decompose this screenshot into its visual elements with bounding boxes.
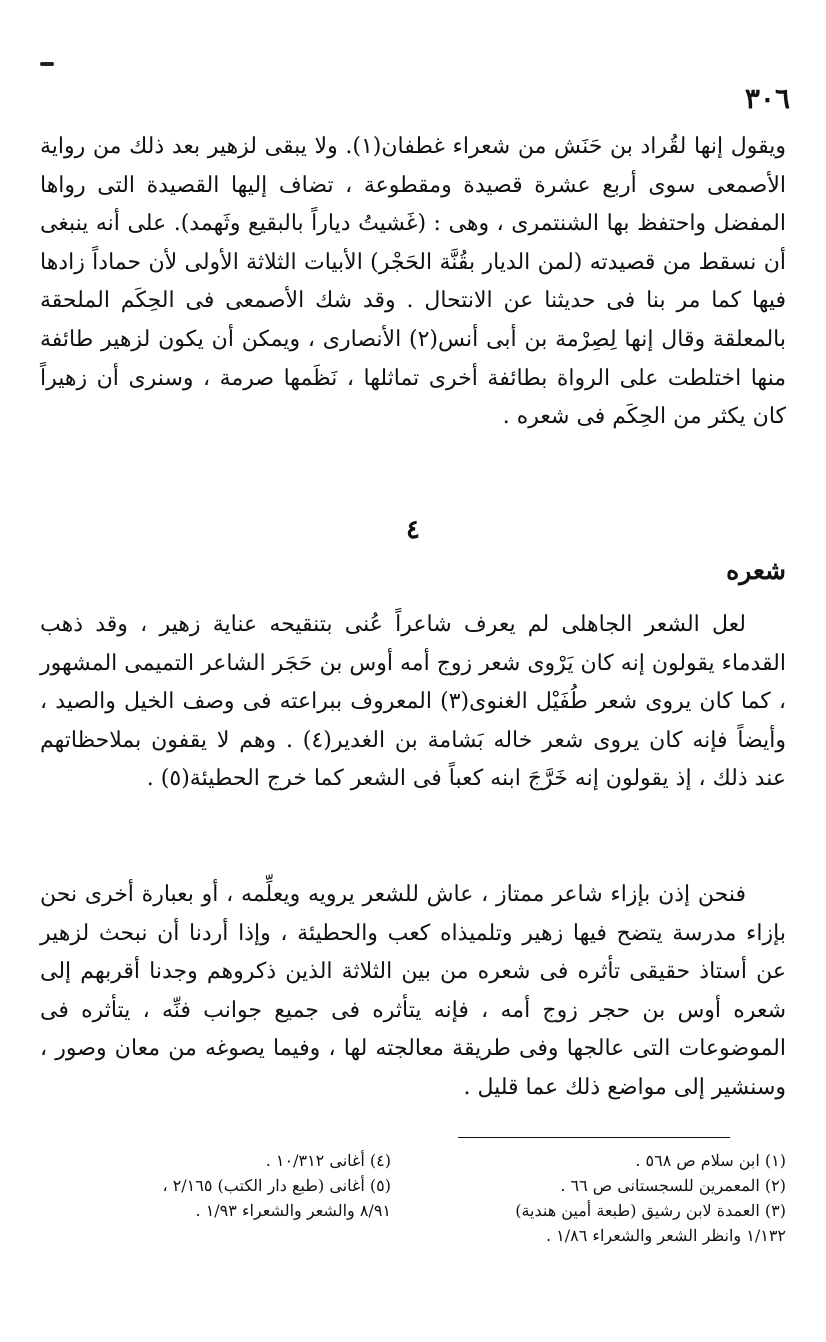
footnote-2: (٢) المعمرين للسجستانى ص ٦٦ .: [560, 1176, 786, 1195]
scan-speck: [40, 62, 54, 66]
footnote-3: (٣) العمدة لابن رشيق (طبعة أمين هندية): [515, 1201, 786, 1220]
footnotes-left-column: [31, 1148, 391, 1223]
footnote-1: (١) ابن سلام ص ٥٦٨ .: [635, 1151, 786, 1170]
section-heading: شعره: [726, 556, 786, 585]
footnote-3-continued: ١/١٣٢ وانظر الشعر والشعراء ١/٨٦ .: [545, 1226, 786, 1245]
paragraph-teacher: فنحن إذن بإزاء شاعر ممتاز ، عاش للشعر يرويه ويعلِّمه ، أو بعبارة أخرى نحن بإزاء مدرسة يتضح فيها زهير وتلميذاه كعب والحطيئة ، وإذا أردنا أن نبحث لزهير عن أستاذ حقيقى تأثره فى شعره من بين الثلاثة الذين ذكروهم وجدنا أقربهم إلى شعره أوس بن حجر زوج أمه ، فإنه يتأثره فى جميع جوانب فنِّه ، يتأثره فى الموضوعات التى عالجها وفى طريقة معالجته لها ، وفيما يصوغه من معان وصور ، وسنشير إلى مواضع ذلك عما قليل .: [40, 882, 786, 1100]
footnote-4: (٤) أغانى ١٠/٣١٢ .: [265, 1151, 391, 1170]
footnote-divider: [458, 1137, 730, 1138]
page-number: ٣٠٦: [744, 82, 790, 115]
footnote-5: (٥) أغانى (طبع دار الكتب) ٢/١٦٥ ،: [162, 1176, 391, 1195]
footnote-5-continued: ٨/٩١ والشعر والشعراء ١/٩٣ .: [195, 1201, 391, 1220]
paragraph-intro: ويقول إنها لقُراد بن حَنَش من شعراء غطفان(١). ولا يبقى لزهير بعد ذلك من رواية الأصمعى سوى أربع عشرة قصيدة ومقطوعة ، تضاف إليها القصيدة التى رواها المفضل واحتفظ بها الشنتمرى ، وهى : (غَشيتُ دياراً بالبقيع وثَهمد). على أنه ينبغى أن نسقط من قصيدته (لمن الديار بقُنَّة الحَجْر) الأبيات الثلاثة الأولى لأن حماداً زادها فيها كما مر بنا فى حديثنا عن الانتحال . وقد شك الأصمعى فى الحِكَم الملحقة بالمعلقة وقال إنها لِصِرْمة بن أبى أنس(٢) الأنصارى ، ويمكن أن يكون لزهير طائفة منها اختلطت على الرواة بطائفة أخرى تماثلها ، نَظَمها صرمة ، وسنرى أن زهيراً كان يكثر من الحِكَم فى شعره .: [40, 134, 786, 430]
footnotes-right-column: [406, 1148, 786, 1248]
section-number: ٤: [406, 515, 420, 545]
paragraph-poetry: لعل الشعر الجاهلى لم يعرف شاعراً عُنى بتنقيحه عناية زهير ، وقد ذهب القدماء يقولون إنه كان يَرْوى شعر زوج أمه أوس بن حَجَر الشاعر التميمى المشهور ، كما كان يروى شعر طُفَيْل الغنوى(٣) المعروف ببراعته فى وصف الخيل والصيد ، وأيضاً فإنه كان يروى شعر خاله بَشامة بن الغدير(٤) . وهم لا يقفون بملاحظاتهم عند ذلك ، إذ يقولون إنه خَرَّجَ ابنه كعباً فى الشعر كما خرج الحطيئة(٥) .: [40, 612, 786, 792]
